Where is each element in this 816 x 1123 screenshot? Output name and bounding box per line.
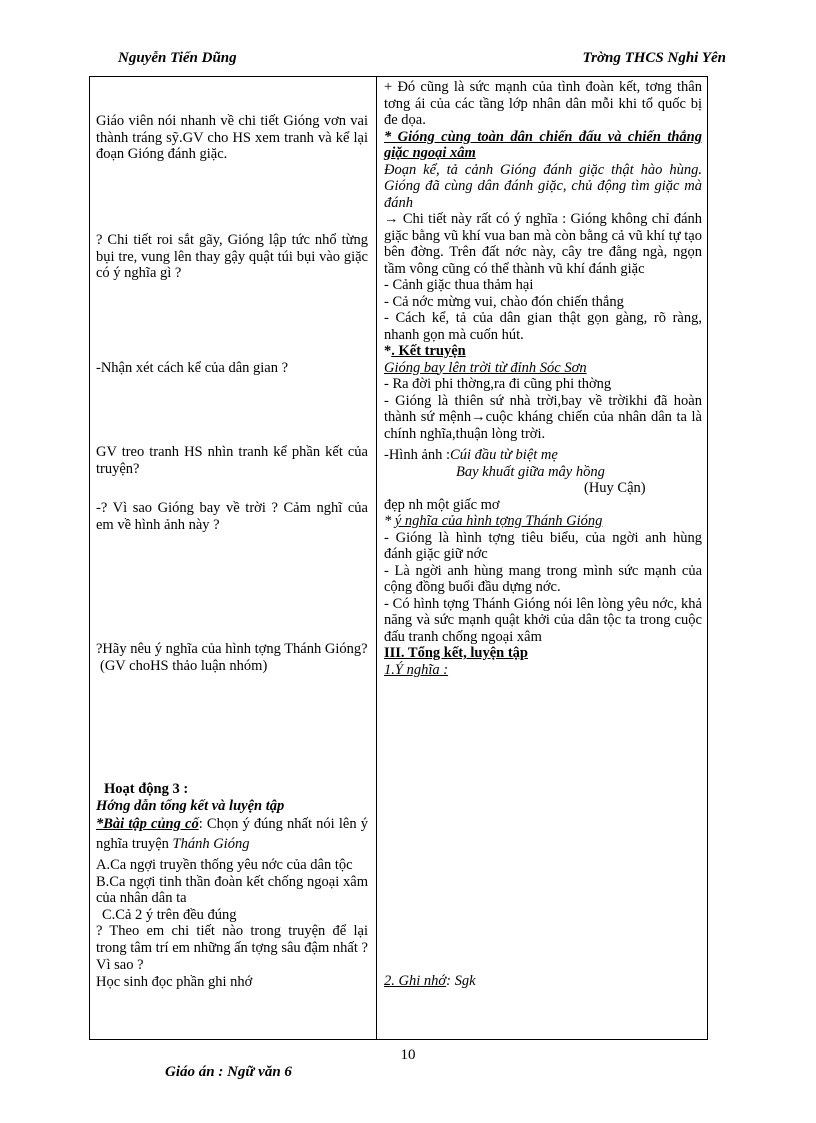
header-author: Nguyễn Tiến Dũng: [118, 50, 237, 66]
enemy-defeat: - Cảnh giặc thua thảm hại: [384, 277, 534, 293]
heading-fight-with-people: * Gióng cùng toàn dân chiến đấu và chiến thắng giặc ngoại xâm: [384, 128, 702, 161]
read-summary-note: Học sinh đọc phần ghi nhớ: [96, 974, 253, 990]
heading-ending: *. Kết truyện: [384, 343, 466, 359]
left-block-4: [96, 444, 368, 477]
left-block-5: [96, 500, 368, 533]
summary-meaning: 1.Ý nghĩa :: [384, 661, 449, 678]
exercise-prompt: [96, 814, 368, 854]
exercise-text: : Chọn ý đúng nhất nói lên ý nghĩa truyện: [96, 816, 368, 852]
option-c: C.Cả 2 ý trên đều đúng: [102, 906, 237, 923]
right-block-2: [384, 973, 702, 990]
right-block-1: [384, 79, 702, 678]
meaning-patriotism: - Có hình tợng Thánh Gióng nói lên lòng yêu nớc, khả năng và sức mạnh quật khởi của dân tộc ta trong cuộc đấu tranh chống ngoại xâm: [384, 595, 702, 645]
right-arrow-icon: →: [471, 409, 486, 425]
right-arrow-icon: →: [384, 211, 399, 227]
question-fly-to-sky: -? Vì sao Gióng bay về trời ? Cảm nghĩ của em về hình ảnh này ?: [96, 500, 368, 533]
left-block-3: [96, 360, 368, 377]
page-number: 10: [400, 1047, 416, 1063]
option-b: B.Ca ngợi tinh thần đoàn kết chống ngoại xâm của nhân dân ta: [96, 873, 368, 906]
heaven-envoy: - Gióng là thiên sứ nhà trời,bay về trờikhi đã hoàn thành sứ mệnh→cuộc kháng chiến của nhân dân ta là chính nghĩa,thuận lòng trời.: [384, 392, 702, 442]
narration-style: - Cách kể, tả của dân gian thật gọn gàng, rõ ràng, nhanh gọn mà cuốn hút.: [384, 310, 702, 343]
left-block-6: [96, 641, 368, 674]
activity-subtitle: Hớng dẫn tổng kết và luyện tập: [96, 797, 285, 814]
heading-meaning: * ý nghĩa của hình tợng Thánh Gióng: [384, 513, 603, 529]
column-divider: [376, 77, 377, 1039]
image-quote-line-2: Bay khuất giữa mây hồng: [456, 463, 605, 480]
left-block-7: [96, 781, 368, 991]
like-a-dream: đẹp nh một giấc mơ: [384, 496, 500, 513]
quote-author: (Huy Cận): [584, 480, 646, 496]
question-meaning: ?Hãy nêu ý nghĩa của hình tợng Thánh Gióng?: [96, 641, 368, 657]
exercise-title-italic: Thánh Gióng: [172, 836, 250, 852]
extraordinary-birth: - Ra đời phi thờng,ra đi cũng phi thờng: [384, 376, 612, 392]
question-iron-rod: ? Chi tiết roi sắt gãy, Gióng lập tức nhổ từng bụi tre, vung lên thay gậy quật túi bụi vào giặc có ý nghĩa gì ?: [96, 232, 368, 281]
bamboo-meaning: → Chi tiết này rất có ý nghĩa : Gióng không chỉ đánh giặc bằng vũ khí vua ban mà còn bằng cả vũ khí tự tạo bên đờng. Trên đất nớc này, cây tre đằng ngà, ngọn tầm vông cũng có thể thành vũ khí đánh giặc: [384, 211, 703, 277]
left-block-1: [96, 113, 368, 163]
activity-title: Hoạt động 3 :: [104, 781, 189, 797]
fly-from-soc-son: Gióng bay lên trời từ đỉnh Sóc Sơn: [384, 359, 587, 376]
battle-description: Đoạn kể, tả cảnh Gióng đánh giặc thật hào hùng. Gióng đã cùng dân đánh giặc, chủ động tìm giặc mà đánh: [384, 161, 702, 211]
image-quote-line-1: -Hình ảnh :Cúi đầu từ biệt mẹ: [384, 447, 558, 463]
exercise-label: *Bài tập củng cố: [96, 816, 199, 832]
footer-title: Giáo án : Ngữ văn 6: [165, 1064, 292, 1080]
unity-strength-note: + Đó cũng là sức mạnh của tình đoàn kết, tơng thân tơng ái của các tầng lớp nhân dân mỗi khi tổ quốc bị đe dọa.: [384, 79, 702, 128]
left-block-2: [96, 232, 368, 282]
meaning-community: - Là ngời anh hùng mang trong mình sức mạnh của cộng đồng buổi đầu dựng nớc.: [384, 562, 702, 595]
meaning-hero: - Gióng là hình tợng tiêu biểu, của ngời anh hùng đánh giặc giữ nớc: [384, 529, 702, 562]
group-discussion-note: (GV choHS thảo luận nhóm): [100, 657, 268, 674]
option-a: A.Ca ngợi truyền thống yêu nớc của dân tộc: [96, 857, 353, 873]
heading-summary: III. Tổng kết, luyện tập: [384, 645, 528, 661]
question-narration: -Nhận xét cách kể của dân gian ?: [96, 360, 289, 376]
teacher-note-giong: Giáo viên nói nhanh về chi tiết Gióng vơn vai thành tráng sỹ.GV cho HS xem tranh và kể lại đoạn Gióng đánh giặc.: [96, 113, 368, 162]
teacher-note-ending: GV treo tranh HS nhìn tranh kể phần kết của truyện?: [96, 444, 368, 477]
question-impression: ? Theo em chi tiết nào trong truyện để lại trong tâm trí em những ấn tợng sâu đậm nhất ? Vì sao ?: [96, 923, 368, 973]
nation-celebrates: - Cả nớc mừng vui, chào đón chiến thắng: [384, 293, 624, 310]
header-school: Trờng THCS Nghi Yên: [582, 50, 726, 66]
lesson-table: [89, 76, 708, 1040]
memo-note: 2. Ghi nhớ: Sgk: [384, 973, 476, 989]
